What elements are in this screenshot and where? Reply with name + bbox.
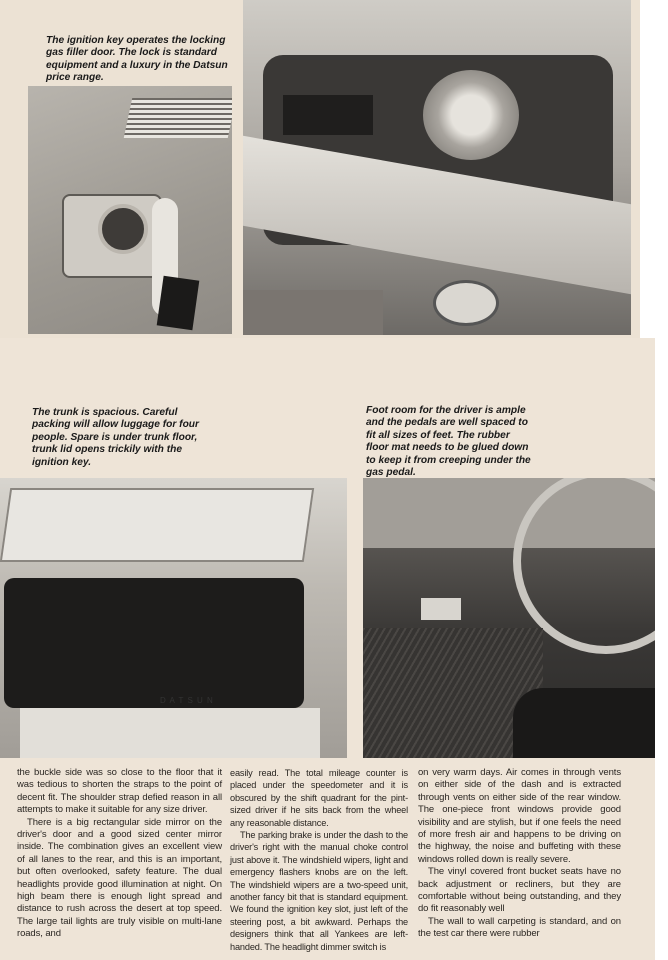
pedal [421,598,461,620]
text-column-3 [418,767,621,941]
ignition-key [157,276,200,331]
trunk-badge: D A T S U N [160,696,214,705]
photo-footwell [363,478,655,758]
photo-trunk [0,478,347,758]
caption-trunk: The trunk is spacious. Careful packing will allow luggage for four people. Spare is under trunk floor, trunk lid opens trickily with the ignition key. [32,407,199,468]
paragraph: The parking brake is under the dash to the driver's right with the manual choke control just above it. The windshield wipers, light and emergency flashers knobs are on the left. The windshield wipers are a two-speed unit, another fancy bit that is standard equipment. We found the ignition key slot, just left of the steering post, a bit awkward. Perhaps the designers think that all Yankees are left-handed. The headlight dimmer switch is [230,830,408,952]
trunk-cavity [4,578,304,708]
air-cleaner [423,70,519,160]
paragraph: The vinyl covered front bucket seats have no back adjustment or recliners, but they are comfortable without being outstanding, and they do fit reasonably well [418,866,621,915]
paragraph: The wall to wall carpeting is standard, and on the test car there were rubber [418,915,621,940]
gas-cap [98,204,148,254]
text-column-2 [230,767,408,953]
paragraph: on very warm days. Air comes in through vents on either side of the dash and is extracted through vents on either side of the rear window. The one-piece front windows provide good visibility and are stylish, but if one feels the need of more fresh air and happens to be driving on the highway, the noise and buffeting with these windows rolled down is really severe. [418,767,621,865]
photo-engine-bay [243,0,631,335]
caption-gas-door: The ignition key operates the locking gas filler door. The lock is standard equipment and a luxury in the Datsun price range. [46,35,228,84]
photo-gas-filler-door [28,86,232,334]
paragraph: the buckle side was so close to the floor that it was tedious to shorten the straps to the point of decent fit. The shoulder strap defied reason in all attempts to make it suitable for any size driver. [17,767,222,816]
paragraph: There is a big rectangular side mirror on the driver's door and a good sized center mirror inside. The combination gives an excellent view of all lanes to the rear, and this is an important, but often overlooked, safety feature. The dual headlights provide good illumination at night. On high beam there is enough light spread and distance to rush across the desert at top speed. The large tail lights are truly visible on multi-lane roads, and [17,816,222,940]
caption-footroom: Foot room for the driver is ample and the pedals are well spaced to fit all sizes of feet. The rubber floor mat needs to be glued down to keep it from creeping under the gas pedal. [366,405,531,479]
text-column-1 [17,767,222,941]
paragraph: easily read. The total mileage counter is placed under the speedometer and it is obscured by the shift quadrant for the pint-sized driver if he sits back from the wheel any reasonable distance. [230,768,408,828]
